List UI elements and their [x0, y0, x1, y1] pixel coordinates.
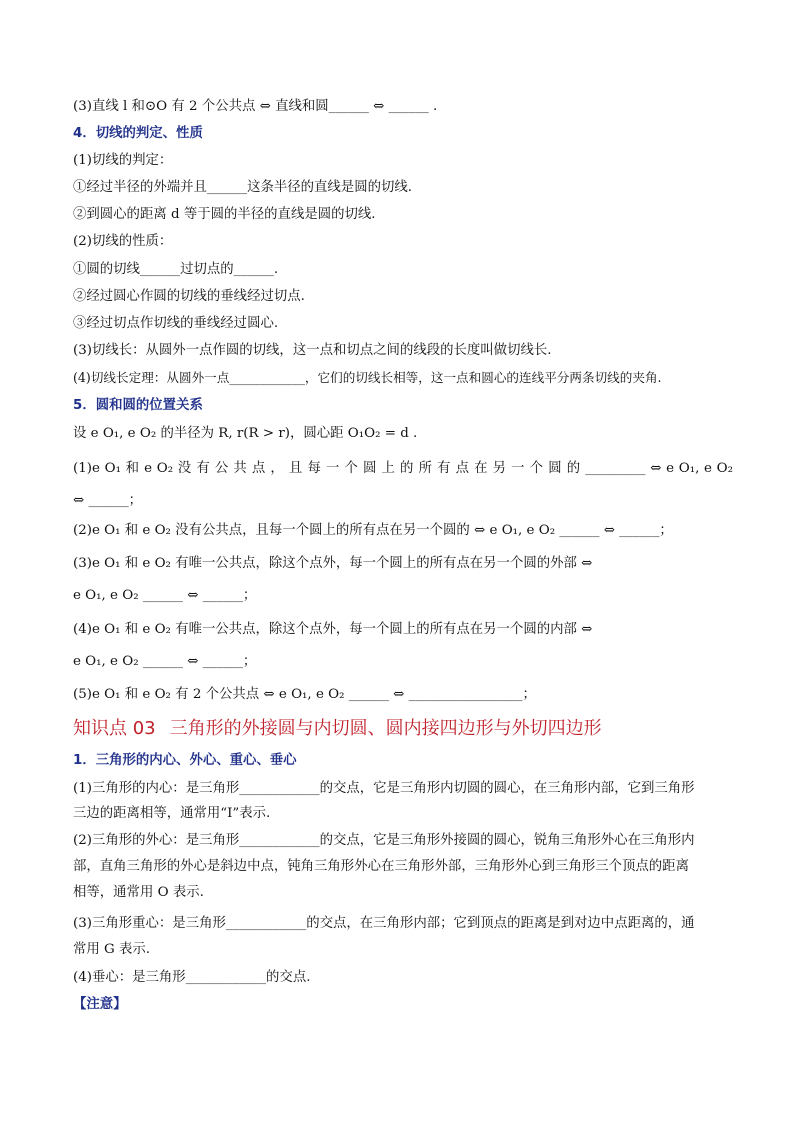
text-line: ①经过半径的外端并且______这条半径的直线是圆的切线. — [73, 180, 413, 195]
subheading-centers: 1．三角形的内心、外心、重心、垂心 — [73, 753, 297, 768]
text-line: (4)垂心：是三角形____________的交点. — [73, 970, 311, 985]
text-line: (2)切线的性质： — [73, 234, 173, 249]
text-line: ⇔ ______； — [73, 493, 143, 508]
text-line: (3)直线 l 和⊙O 有 2 个公共点 ⇔ 直线和圆______ ⇔ ______ . — [73, 99, 438, 114]
text-line: ③经过切点作切线的垂线经过圆心. — [73, 316, 279, 331]
text-line: (1)切线的判定： — [73, 153, 173, 168]
text-line: (3)三角形重心：是三角形____________的交点，在三角形内部；它到顶点的距离是到对边中点距离的，通 — [73, 916, 695, 931]
text-line: (4)e O₁ 和 e O₂ 有唯一公共点，除这个点外，每一个圆上的所有点在另一个圆的内部 ⇔ — [73, 622, 593, 637]
section-number: 知识点 03 — [73, 718, 156, 739]
note-label: 【注意】 — [73, 997, 127, 1012]
text-line: (3)e O₁ 和 e O₂ 有唯一公共点，除这个点外，每一个圆上的所有点在另一个圆的外部 ⇔ — [73, 556, 593, 571]
text-line: 常用 G 表示. — [73, 942, 151, 957]
text-line: 设 e O₁, e O₂ 的半径为 R, r(R > r)，圆心距 O₁O₂ = d . — [73, 426, 418, 441]
section-title: 三角形的外接圆与内切圆、圆内接四边形与外切四边形 — [169, 718, 602, 739]
text-line: e O₁, e O₂ ______ ⇔ ______； — [73, 654, 257, 669]
text-line: (2)三角形的外心：是三角形____________的交点，它是三角形外接圆的圆心，锐角三角形外心在三角形内 — [73, 833, 695, 848]
text-line: (1)e O₁ 和 e O₂ 没 有 公 共 点 ， 且 每 一 个 圆 上 的 所 有 点 在 另 一 个 圆 的 _________ ⇔ e O₁, e O₂ — [73, 461, 733, 476]
text-line: ①圆的切线______过切点的______. — [73, 262, 279, 277]
text-line: 三边的距离相等，通常用“I”表示. — [73, 806, 271, 821]
text-line: (4)切线长定理：从圆外一点____________，它们的切线长相等，这一点和圆心的连线平分两条切线的夹角. — [73, 370, 662, 385]
text-line: (3)切线长：从圆外一点作圆的切线，这一点和切点之间的线段的长度叫做切线长. — [73, 343, 552, 358]
section-heading — [73, 716, 602, 742]
subheading-circles: 5．圆和圆的位置关系 — [73, 398, 203, 413]
text-line: 部，直角三角形的外心是斜边中点，钝角三角形外心在三角形外部，三角形外心到三角形三个顶点的距离 — [73, 859, 689, 874]
text-line: (1)三角形的内心：是三角形____________的交点，它是三角形内切圆的圆心，在三角形内部，它到三角形 — [73, 781, 695, 796]
text-line: 相等，通常用 O 表示. — [73, 885, 204, 900]
text-line: ②经过圆心作圆的切线的垂线经过切点. — [73, 289, 305, 304]
text-line: (5)e O₁ 和 e O₂ 有 2 个公共点 ⇔ e O₁, e O₂ ______ ⇔ _________________； — [73, 687, 536, 702]
text-line: ②到圆心的距离 d 等于圆的半径的直线是圆的切线. — [73, 207, 376, 222]
text-line: e O₁, e O₂ ______ ⇔ ______； — [73, 588, 257, 603]
subheading-tangent: 4．切线的判定、性质 — [73, 126, 203, 141]
text-line: (2)e O₁ 和 e O₂ 没有公共点，且每一个圆上的所有点在另一个圆的 ⇔ e O₁, e O₂ ______ ⇔ ______； — [73, 523, 673, 538]
